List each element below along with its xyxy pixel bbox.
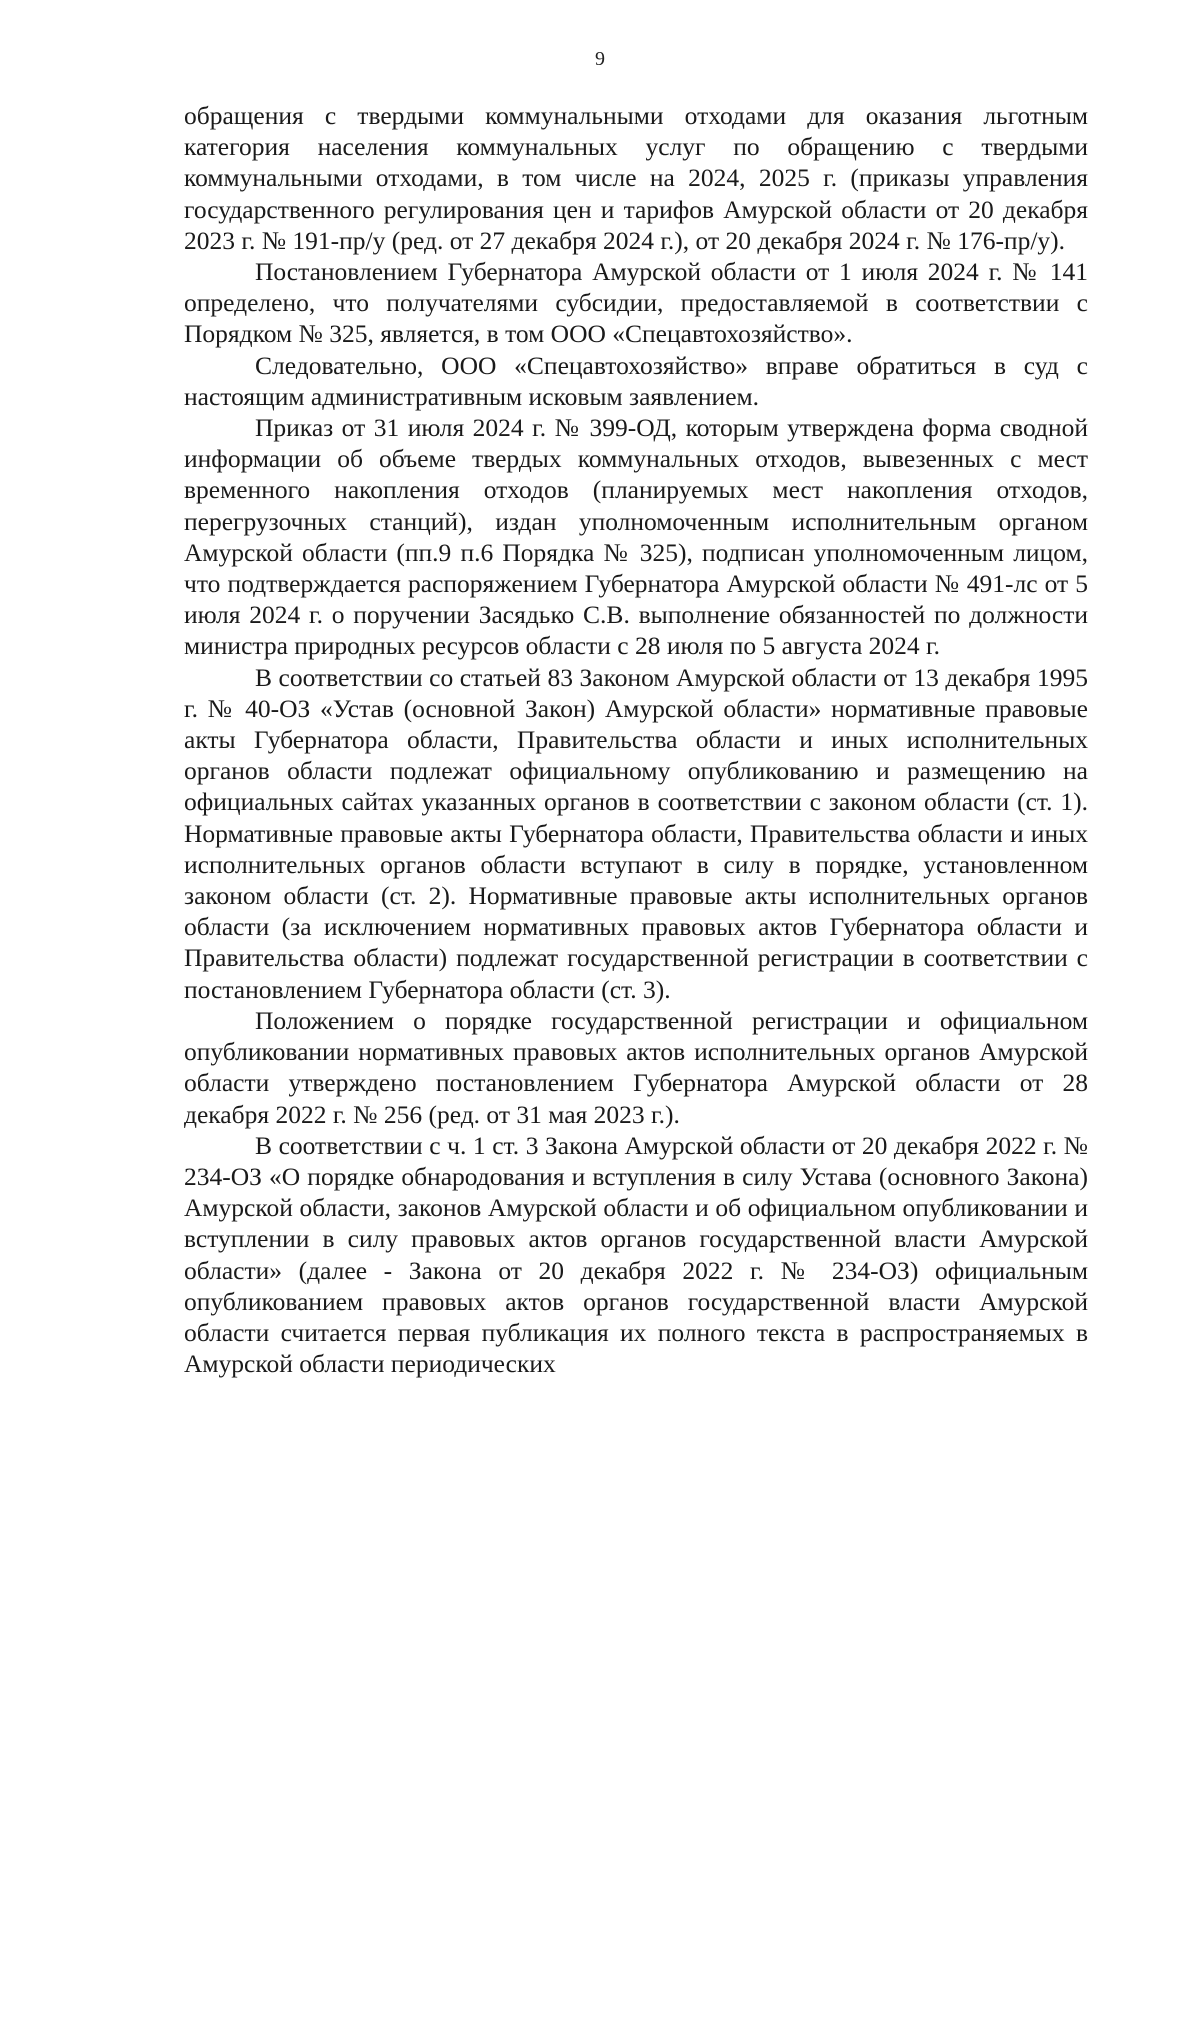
paragraph-charter-article-83: В соответствии со статьей 83 Законом Амурской области от 13 декабря 1995 г. № 40-ОЗ «Устав (основной Закон) Амурской области» нормативные правовые акты Губернатора области, Правительства области и иных исполнительных органов области подлежат официальному опубликованию и размещению на официальных сайтах указанных органов в соответствии с законом области (ст. 1). Нормативные правовые акты Губернатора области, Правительства области и иных исполнительных органов области вступают в силу в порядке, установленном законом области (ст. 2). Нормативные правовые акты исполнительных органов области (за исключением нормативных правовых актов Губернатора области и Правительства области) подлежат государственной регистрации в соответствии с постановлением Губернатора области (ст. 3). (184, 662, 1088, 1004)
paragraph-continuation: обращения с твердыми коммунальными отходами для оказания льготным категория населения коммунальных услуг по обращению с твердыми коммунальными отходами, в том числе на 2024, 2025 г. (приказы управления государственного регулирования цен и тарифов Амурской области от 20 декабря 2023 г. № 191-пр/у (ред. от 27 декабря 2024 г.), от 20 декабря 2024 г. № 176-пр/у). (184, 101, 1088, 255)
paragraph-law-234: В соответствии с ч. 1 ст. 3 Закона Амурской области от 20 декабря 2022 г. № 234-ОЗ «О порядке обнародования и вступления в силу Устава (основного Закона) Амурской области, законов Амурской области и об официальном опубликовании и вступлении в силу правовых актов органов государственной власти Амурской области» (далее - Закона от 20 декабря 2022 г. № 234-ОЗ) официальным опубликованием правовых актов органов государственной власти Амурской области считается первая публикация их полного текста в распространяемых в Амурской области периодических (184, 1130, 1088, 1379)
page-number: 9 (595, 48, 605, 70)
paragraph-conclusion: Следовательно, ООО «Спецавтохозяйство» вправе обратиться в суд с настоящим административным исковым заявлением. (184, 350, 1088, 411)
document-body (184, 100, 1088, 1379)
paragraph-order-399: Приказ от 31 июля 2024 г. № 399-ОД, которым утверждена форма сводной информации об объеме твердых коммунальных отходов, вывезенных с мест временного накопления отходов (планируемых мест накопления отходов, перегрузочных станций), издан уполномоченным исполнительным органом Амурской области (пп.9 п.6 Порядка № 325), подписан уполномоченным лицом, что подтверждается распоряжением Губернатора Амурской области № 491-лс от 5 июля 2024 г. о поручении Засядько С.В. выполнение обязанностей по должности министра природных ресурсов области с 28 июля по 5 августа 2024 г. (184, 413, 1088, 661)
paragraph-governor-decree: Постановлением Губернатора Амурской области от 1 июля 2024 г. № 141 определено, что получателями субсидии, предоставляемой в соответствии с Порядком № 325, является, в том ООО «Спецавтохозяйство». (184, 257, 1088, 349)
paragraph-registration-regulation: Положением о порядке государственной регистрации и официальном опубликовании нормативных правовых актов исполнительных органов Амурской области утверждено постановлением Губернатора Амурской области от 28 декабря 2022 г. № 256 (ред. от 31 мая 2023 г.). (184, 1005, 1088, 1129)
